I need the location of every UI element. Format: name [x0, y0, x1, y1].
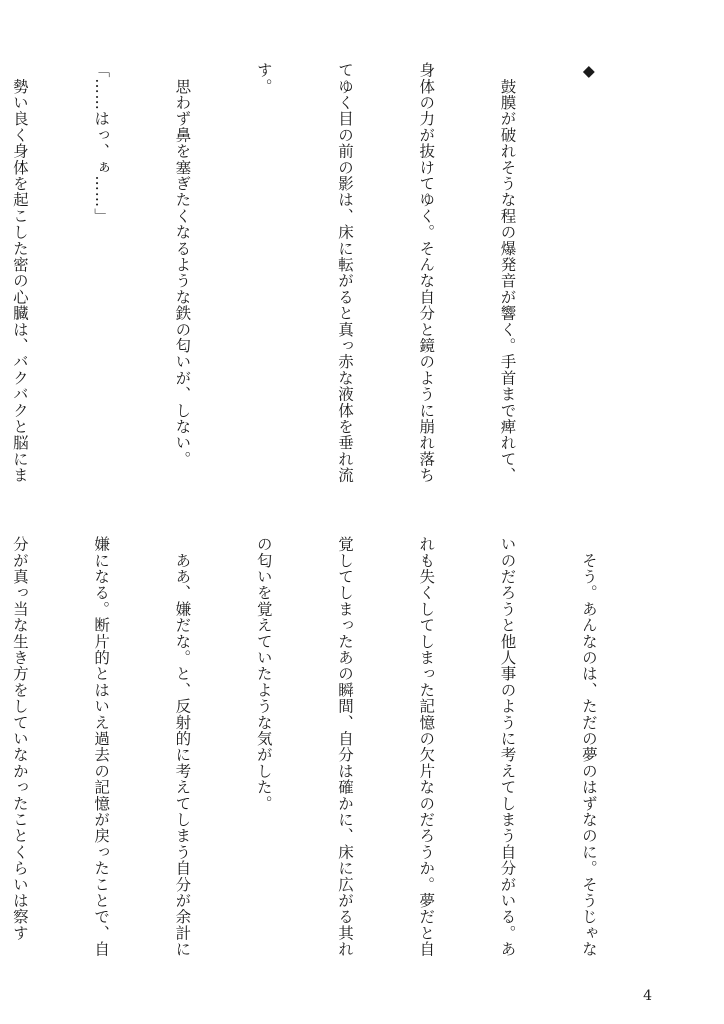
text-line: 覚してしまったあの瞬間、自分は確かに、床に広がる其れ	[335, 536, 354, 958]
text-line: れも失くしてしまった記憶の欠片なのだろうか。夢だと自	[417, 536, 436, 958]
text-line: てゆく目の前の影は、床に転がると真っ赤な液体を垂れ流	[335, 62, 354, 484]
dialogue-line: 「……はっ、ぁ……」	[92, 62, 111, 224]
page-number: 4	[643, 988, 652, 1004]
text-line: 嫌になる。断片的とはいえ過去の記憶が戻ったことで、自	[92, 536, 111, 958]
text-line: の匂いを覚えていたような気がした。	[254, 536, 273, 812]
text-line: ああ、嫌だな。と、反射的に考えてしまう自分が余計に	[173, 536, 192, 958]
text-line: す。	[254, 62, 273, 95]
text-line: 勢い良く身体を起こした密の心臓は、バクバクと脳にま	[10, 62, 29, 484]
text-line: いのだろうと他人事のように考えてしまう自分がいる。あ	[498, 536, 517, 958]
text-section-bottom	[10, 536, 656, 968]
text-section-top	[10, 62, 656, 494]
section-marker: ◆	[579, 62, 598, 81]
text-line: 分が真っ当な生き方をしていなかったことくらいは察す	[10, 536, 29, 941]
text-line: 鼓膜が破れそうな程の爆発音が響く。手首まで痺れて、	[498, 62, 517, 484]
text-line: そう。あんなのは、ただの夢のはずなのに。そうじゃな	[579, 536, 598, 958]
text-line: 身体の力が抜けてゆく。そんな自分と鏡のように崩れ落ち	[417, 62, 436, 484]
text-line: 思わず鼻を塞ぎたくなるような鉄の匂いが、しない。	[173, 62, 192, 467]
